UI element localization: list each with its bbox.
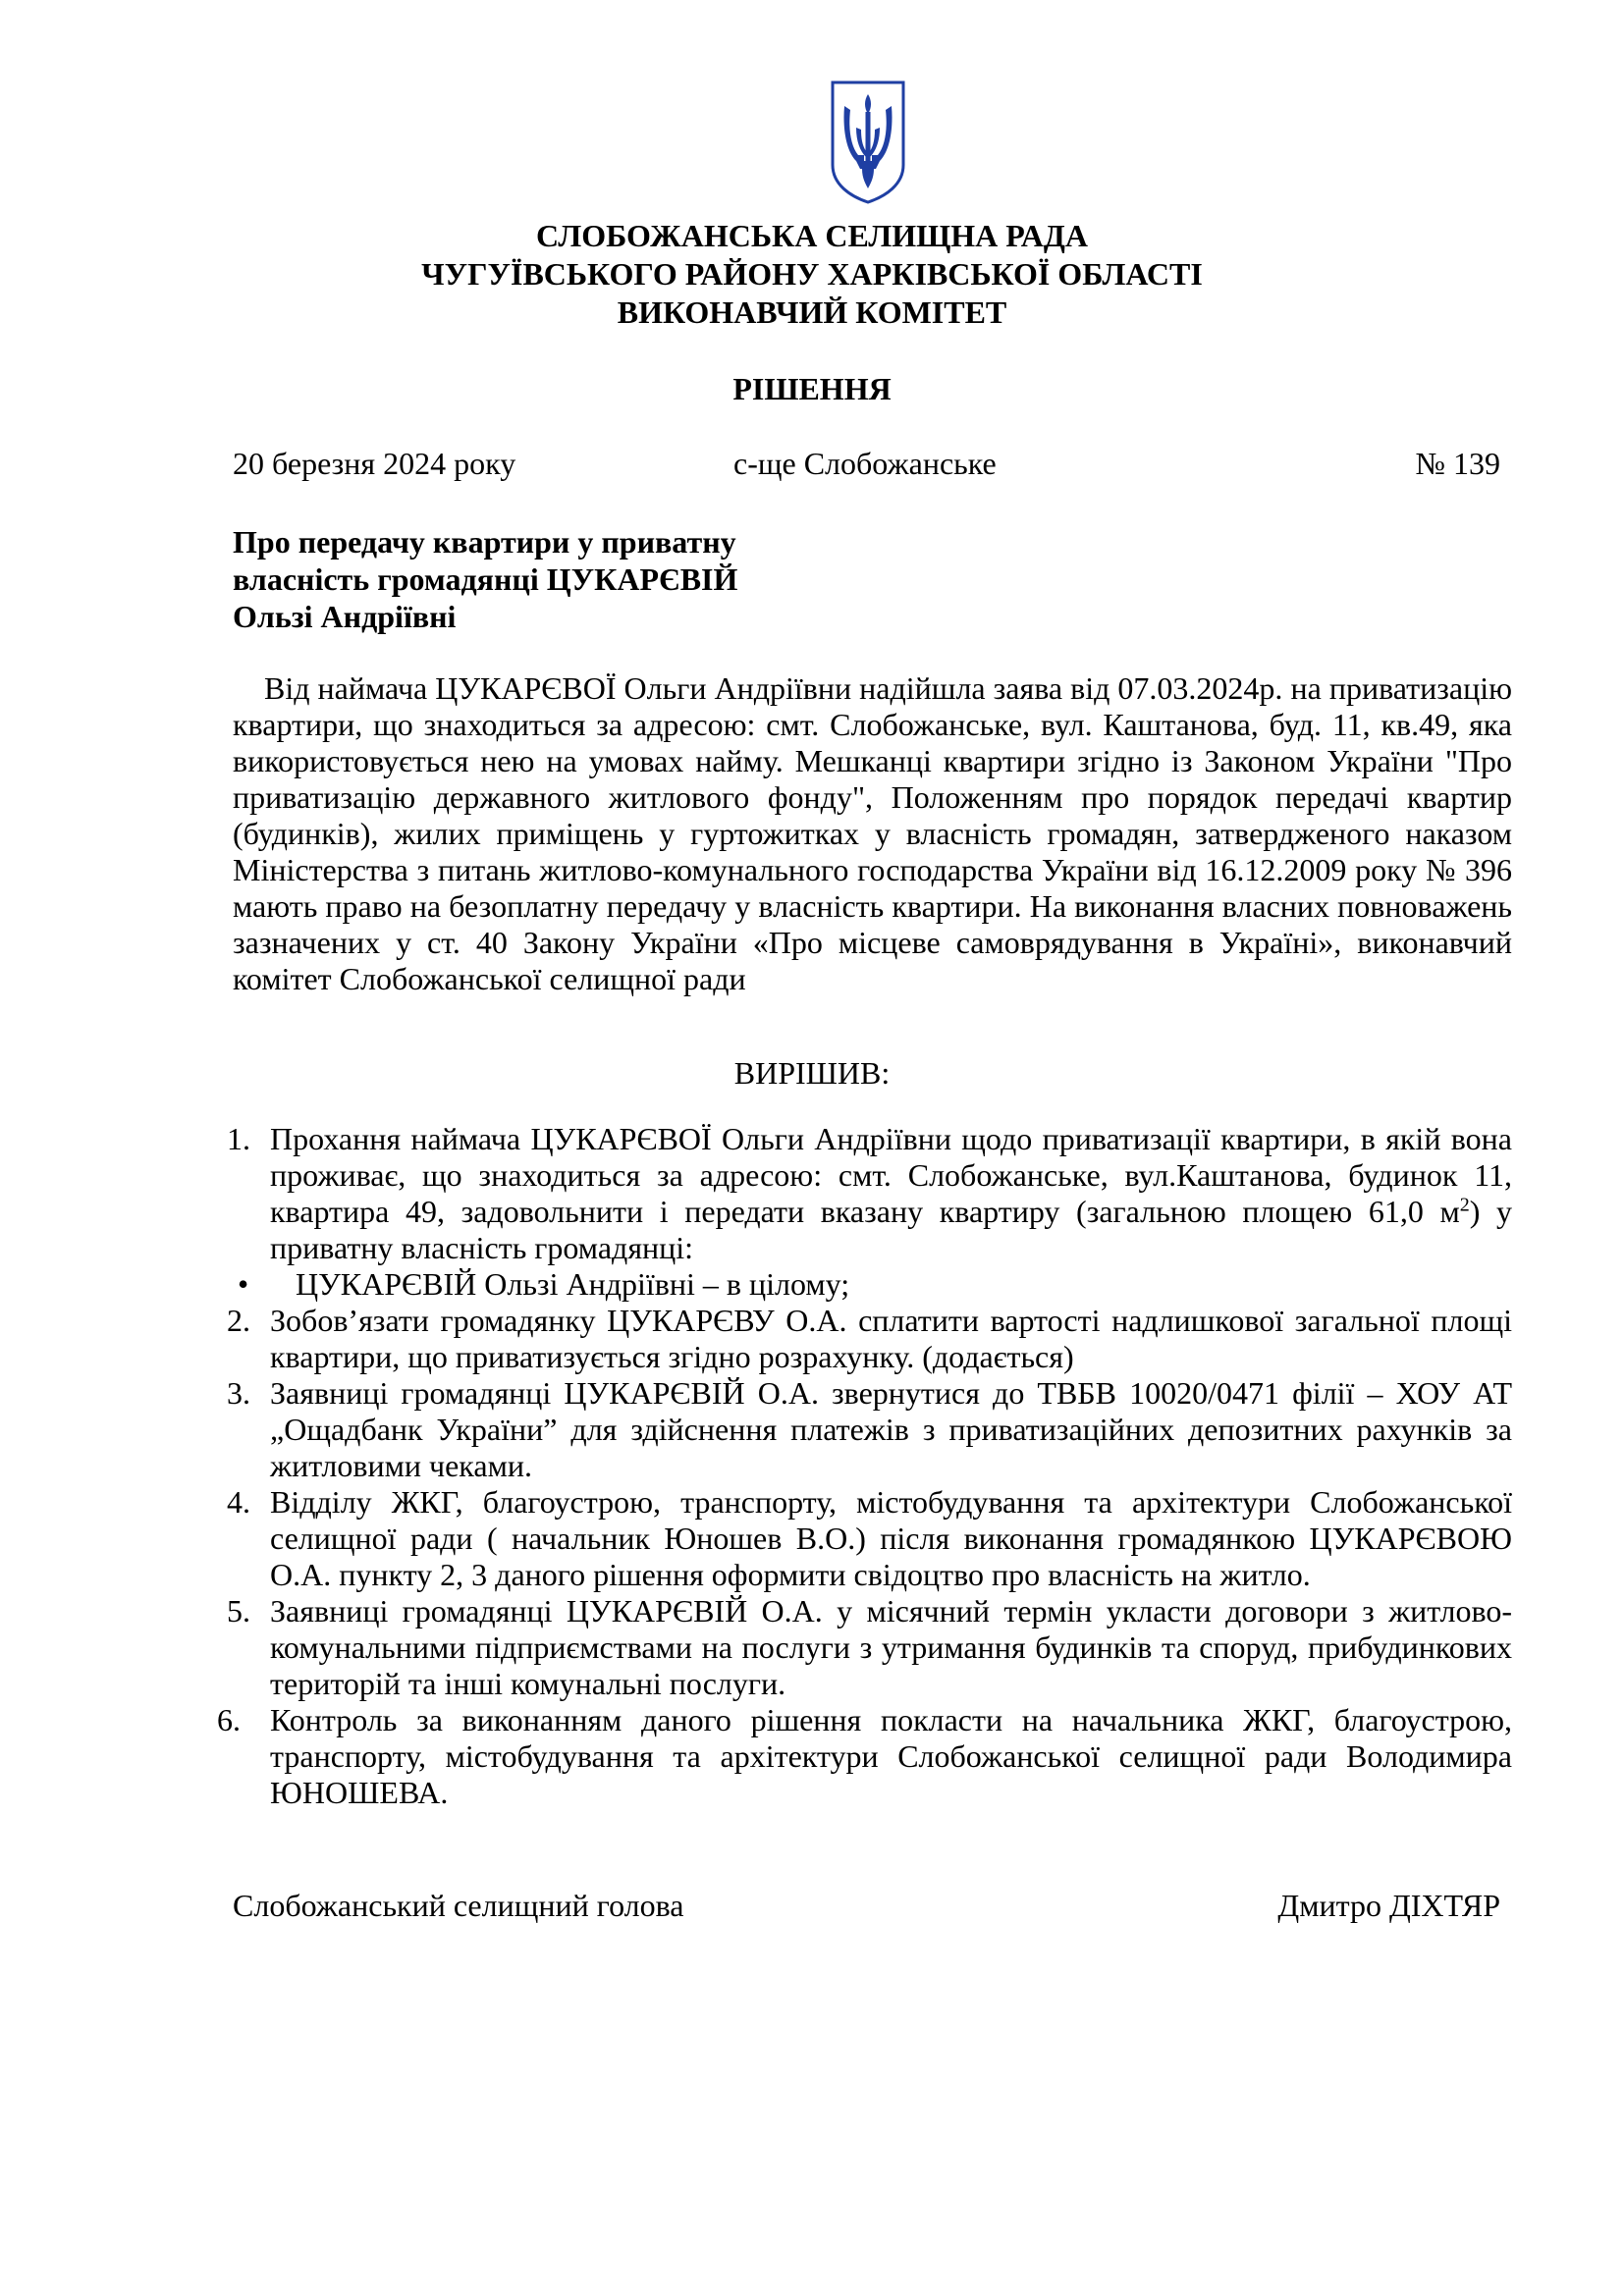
item-text: Заявниці громадянці ЦУКАРЄВІЙ О.А. у місячний термін укласти договори з житлово-комунальними підприємствами на послуги з утримання будинків та споруд, прибудинкових територій та інші комунальні послуги. xyxy=(270,1593,1512,1701)
signatory-name: Дмитро ДІХТЯР xyxy=(1277,1888,1500,1923)
item-text: ЦУКАРЄВІЙ Ользі Андріївні – в цілому; xyxy=(296,1266,850,1302)
item-text: Зобов’язати громадянку ЦУКАРЄВУ О.А. сплатити вартості надлишкової загальної площі квартири, що приватизується згідно розрахунку. (додається) xyxy=(270,1303,1512,1374)
item-text: Заявниці громадянці ЦУКАРЄВІЙ О.А. звернутися до ТВБВ 10020/0471 філії – ХОУ АТ „Ощадбанк України” для здійснення платежів з приватизаційних депозитних рахунків за житловими чеками. xyxy=(270,1375,1512,1483)
subject-line-2: власність громадянці ЦУКАРЄВІЙ xyxy=(233,561,738,597)
subject-line-1: Про передачу квартири у приватну xyxy=(233,524,736,560)
item-text: Відділу ЖКГ, благоустрою, транспорту, містобудування та архітектури Слобожанської селищної ради ( начальник Юношев В.О.) після виконання громадянкою ЦУКАРЄВОЮ О.А. пункту 2, 3 даного рішення оформити свідоцтво про власність на житло. xyxy=(270,1484,1512,1592)
subject-line-3: Ользі Андріївні xyxy=(233,599,457,634)
item-marker: 2. xyxy=(227,1303,250,1338)
org-name-line-3: ВИКОНАВЧИЙ КОМІТЕТ xyxy=(617,294,1007,330)
item-marker: 5. xyxy=(227,1593,250,1629)
item-text: Прохання наймача ЦУКАРЄВОЇ Ольги Андріївни щодо приватизації квартири, в якій вона проживає, що знаходиться за адресою: смт. Слобожанське, вул.Каштанова, будинок 11, квартира 49, задовольнити і передати вказану квартиру (загальною площею 61,0 м xyxy=(270,1121,1512,1229)
item-marker: 6. xyxy=(217,1702,241,1737)
document-type-title: РІШЕННЯ xyxy=(732,371,892,406)
item-text-tail: ) у приватну власність громадянці: xyxy=(270,1194,1513,1265)
list-item xyxy=(227,1484,1512,1593)
item-marker: 1. xyxy=(227,1121,250,1156)
document-date: 20 березня 2024 року xyxy=(233,446,516,481)
signatory-title: Слобожанський селищний голова xyxy=(233,1888,684,1923)
document-number: № 139 xyxy=(1415,446,1500,481)
list-item xyxy=(227,1121,1513,1266)
item-marker: 4. xyxy=(227,1484,250,1520)
list-item xyxy=(227,1593,1512,1702)
coat-of-arms-trident-icon xyxy=(827,79,909,206)
item-marker: 3. xyxy=(227,1375,250,1411)
preamble-paragraph: Від наймача ЦУКАРЄВОЇ Ольги Андріївни надійшла заява від 07.03.2024р. на приватизацію квартири, що знаходиться за адресою: смт. Слобожанське, вул. Каштанова, буд. 11, кв.49, яка використовується нею на умовах найму. Мешканці квартири згідно із Законом України "Про приватизацію державного житлового фонду", Положенням про порядок передачі квартир (будинків), жилих приміщень у гуртожитках у власність громадян, затвердженого наказом Міністерства з питань житлово-комунального господарства України від 16.12.2009 року № 396 мають право на безоплатну передачу у власність квартири. На виконання власних повноважень зазначених у ст. 40 Закону України «Про місцеве самоврядування в Україні», виконавчий комітет Слобожанської селищної ради xyxy=(233,670,1512,996)
item-text: Контроль за виконанням даного рішення покласти на начальника ЖКГ, благоустрою, транспорту, містобудування та архітектури Слобожанської селищної ради Володимира ЮНОШЕВА. xyxy=(270,1702,1512,1810)
list-item xyxy=(227,1375,1512,1484)
list-item xyxy=(233,1266,1512,1303)
decided-heading: ВИРІШИВ: xyxy=(733,1055,891,1091)
item-text-superscript: 2 xyxy=(1459,1194,1470,1216)
list-item xyxy=(227,1303,1512,1375)
document-subject xyxy=(233,523,737,635)
list-item xyxy=(217,1702,1512,1811)
bullet-icon: • xyxy=(238,1266,249,1302)
decision-items-list xyxy=(217,1121,1513,1811)
org-name-line-1: СЛОБОЖАНСЬКА СЕЛИЩНА РАДА xyxy=(536,218,1088,253)
org-name-line-2: ЧУГУЇВСЬКОГО РАЙОНУ ХАРКІВСЬКОЇ ОБЛАСТІ xyxy=(421,256,1203,292)
document-place: с-ще Слобожанське xyxy=(733,446,997,481)
